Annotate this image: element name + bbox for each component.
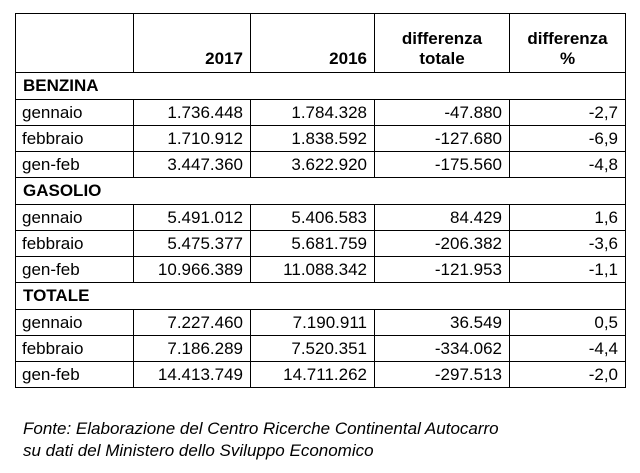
table-row: [16, 362, 626, 388]
source-note: [23, 418, 499, 462]
header-blank-cell: [16, 14, 134, 73]
fuel-consumption-table: [15, 13, 626, 388]
value-2016: 1.838.592: [251, 126, 375, 152]
header-diff-pct-line1: differenza: [527, 29, 608, 48]
value-diff-total: 36.549: [375, 310, 510, 336]
source-line-1: Fonte: Elaborazione del Centro Ricerche Continental Autocarro: [23, 419, 499, 438]
value-2016: 7.520.351: [251, 336, 375, 362]
section-header-row: [16, 73, 626, 100]
section-title: TOTALE: [16, 283, 626, 310]
table-body: [16, 73, 626, 388]
value-diff-pct: -2,7: [510, 100, 626, 126]
value-2016: 5.406.583: [251, 205, 375, 231]
value-2017: 14.413.749: [134, 362, 251, 388]
value-2016: 11.088.342: [251, 257, 375, 283]
table-row: [16, 126, 626, 152]
value-diff-pct: 0,5: [510, 310, 626, 336]
value-diff-total: -121.953: [375, 257, 510, 283]
value-2017: 3.447.360: [134, 152, 251, 178]
row-label: gen-feb: [16, 362, 134, 388]
value-diff-total: -47.880: [375, 100, 510, 126]
value-diff-pct: -4,8: [510, 152, 626, 178]
row-label: gennaio: [16, 100, 134, 126]
value-2017: 5.475.377: [134, 231, 251, 257]
value-2017: 7.186.289: [134, 336, 251, 362]
value-2017: 7.227.460: [134, 310, 251, 336]
table-row: [16, 100, 626, 126]
row-label: gen-feb: [16, 152, 134, 178]
value-diff-pct: -2,0: [510, 362, 626, 388]
row-label: febbraio: [16, 336, 134, 362]
section-header-row: [16, 178, 626, 205]
table-header-row: [16, 14, 626, 73]
value-diff-total: -206.382: [375, 231, 510, 257]
row-label: febbraio: [16, 231, 134, 257]
table-row: [16, 336, 626, 362]
header-diff-pct-line2: %: [559, 49, 576, 68]
value-diff-pct: -3,6: [510, 231, 626, 257]
section-title: GASOLIO: [16, 178, 626, 205]
value-2017: 1.710.912: [134, 126, 251, 152]
value-2016: 7.190.911: [251, 310, 375, 336]
row-label: gen-feb: [16, 257, 134, 283]
section-title: BENZINA: [16, 73, 626, 100]
value-2017: 10.966.389: [134, 257, 251, 283]
source-line-2: su dati del Ministero dello Sviluppo Economico: [23, 441, 374, 460]
value-diff-total: -297.513: [375, 362, 510, 388]
table-row: [16, 231, 626, 257]
header-diff-total-line1: differenza: [401, 29, 483, 48]
value-diff-total: -175.560: [375, 152, 510, 178]
header-2016: 2016: [251, 14, 375, 73]
header-diff-total: [375, 14, 510, 73]
row-label: gennaio: [16, 205, 134, 231]
value-2016: 14.711.262: [251, 362, 375, 388]
value-diff-pct: -4,4: [510, 336, 626, 362]
value-2016: 5.681.759: [251, 231, 375, 257]
section-header-row: [16, 283, 626, 310]
table-row: [16, 152, 626, 178]
table-row: [16, 257, 626, 283]
value-diff-pct: -1,1: [510, 257, 626, 283]
row-label: gennaio: [16, 310, 134, 336]
header-diff-total-line2: totale: [419, 49, 465, 68]
value-2017: 1.736.448: [134, 100, 251, 126]
value-diff-pct: 1,6: [510, 205, 626, 231]
value-diff-total: 84.429: [375, 205, 510, 231]
value-2017: 5.491.012: [134, 205, 251, 231]
header-diff-pct: [510, 14, 626, 73]
value-diff-total: -127.680: [375, 126, 510, 152]
row-label: febbraio: [16, 126, 134, 152]
value-2016: 3.622.920: [251, 152, 375, 178]
header-2017: 2017: [134, 14, 251, 73]
cropped-caption-fragment: [0, 0, 640, 8]
table-row: [16, 205, 626, 231]
table-row: [16, 310, 626, 336]
value-2016: 1.784.328: [251, 100, 375, 126]
value-diff-pct: -6,9: [510, 126, 626, 152]
value-diff-total: -334.062: [375, 336, 510, 362]
